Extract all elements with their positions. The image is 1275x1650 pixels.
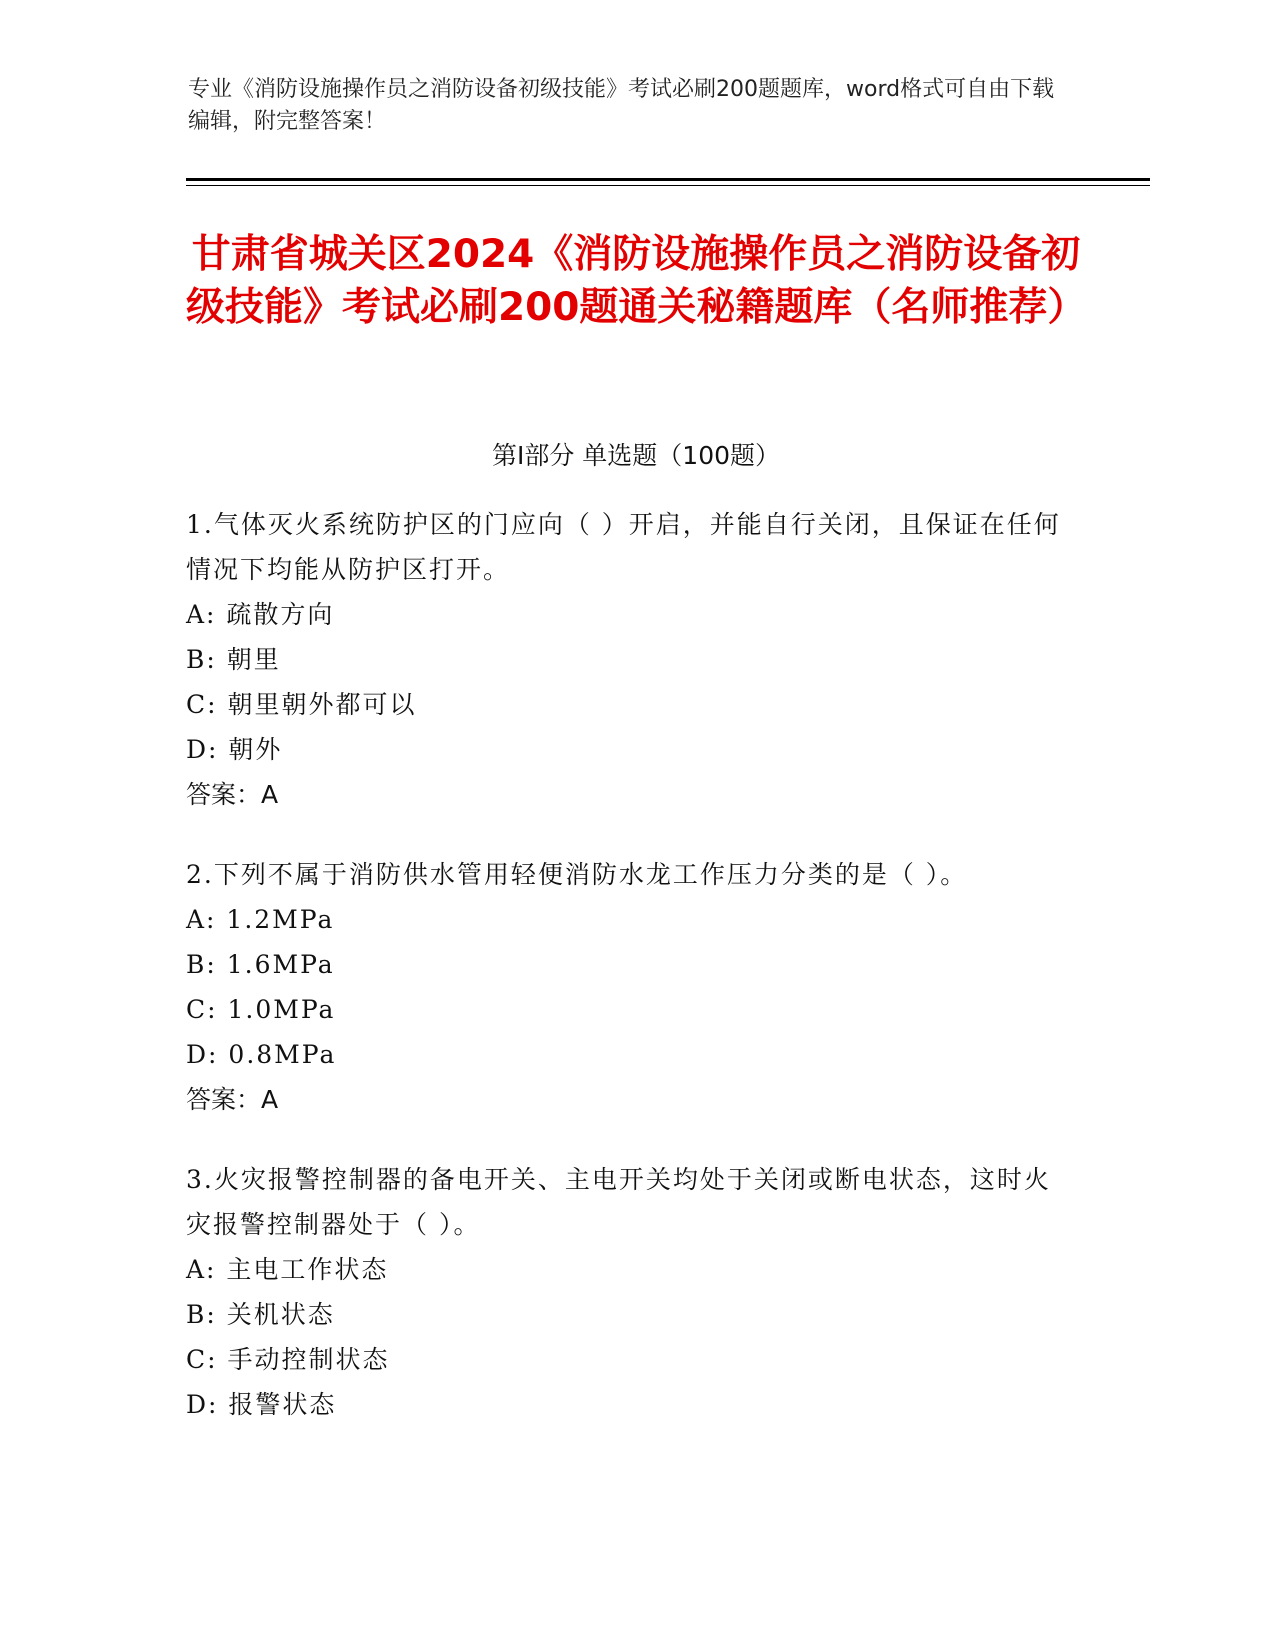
question-2 <box>186 852 1066 1122</box>
option-b: B: 1.6MPa <box>186 950 335 979</box>
option-c: C: 朝里朝外都可以 <box>186 690 417 719</box>
question-stem: 2.下列不属于消防供水管用轻便消防水龙工作压力分类的是（ ）。 <box>186 860 968 889</box>
option-b: B: 朝里 <box>186 645 281 674</box>
option-a: A: 1.2MPa <box>186 905 335 934</box>
option-c: C: 1.0MPa <box>186 995 336 1024</box>
section-heading: 第I部分 单选题（100题） <box>491 441 781 470</box>
option-c: C: 手动控制状态 <box>186 1345 390 1374</box>
question-stem: 3.火灾报警控制器的备电开关、主电开关均处于关闭或断电状态，这时火灾报警控制器处于（ ）。 <box>186 1165 1051 1239</box>
answer: 答案：A <box>186 1085 279 1114</box>
answer: 答案：A <box>186 780 279 809</box>
document-title: 甘肃省城关区2024《消防设施操作员之消防设备初级技能》考试必刷200题通关秘籍题库（名师推荐） <box>186 232 1087 330</box>
question-stem: 1.气体灭火系统防护区的门应向（ ）开启，并能自行关闭，且保证在任何情况下均能从防护区打开。 <box>186 510 1061 584</box>
option-a: A: 疏散方向 <box>186 600 335 629</box>
header-note: 专业《消防设施操作员之消防设备初级技能》考试必刷200题题库，word格式可自由下载编辑，附完整答案！ <box>188 77 1055 134</box>
option-d: D: 报警状态 <box>186 1390 337 1419</box>
option-b: B: 关机状态 <box>186 1300 335 1329</box>
option-d: D: 0.8MPa <box>186 1040 337 1069</box>
option-a: A: 主电工作状态 <box>186 1255 389 1284</box>
question-1 <box>186 502 1066 817</box>
option-d: D: 朝外 <box>186 735 283 764</box>
header-divider-thick <box>186 178 1150 181</box>
header-divider-thin <box>186 185 1150 186</box>
question-3 <box>186 1157 1066 1427</box>
